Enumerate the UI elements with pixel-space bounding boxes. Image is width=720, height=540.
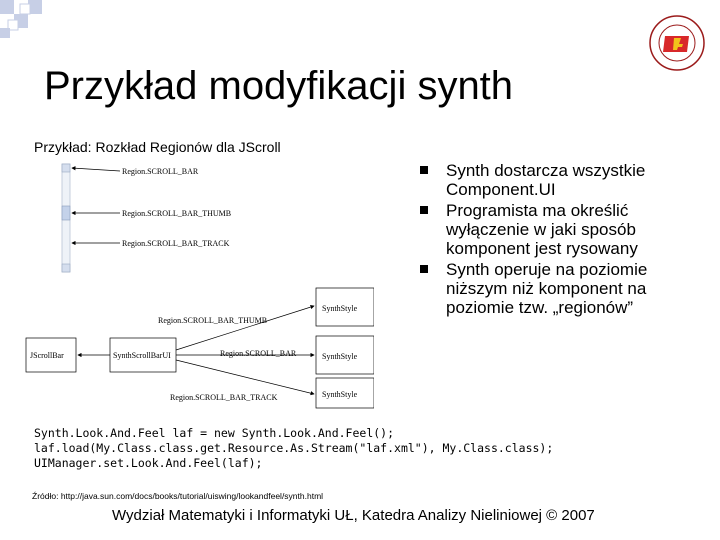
label-region-scroll-bar-thumb: Region.SCROLL_BAR_THUMB <box>122 209 232 218</box>
code-line: UIManager.set.Look.And.Feel(laf); <box>34 456 263 470</box>
bullet-square-icon <box>420 166 428 174</box>
bullet-item <box>418 201 708 258</box>
box-synthscrollbarui: SynthScrollBarUI <box>113 351 171 360</box>
corner-squares-decoration <box>0 0 60 40</box>
label-region-scroll-bar: Region.SCROLL_BAR <box>122 167 199 176</box>
footer-text: Wydział Matematyki i Informatyki UŁ, Katedra Analizy Nieliniowej © 2007 <box>112 507 595 524</box>
label-bottom-region-track: Region.SCROLL_BAR_TRACK <box>170 393 278 402</box>
bullet-square-icon <box>420 265 428 273</box>
box-synthstyle-1: SynthStyle <box>322 304 358 313</box>
scrollbar-regions-diagram <box>24 160 374 410</box>
box-jscrollbar: JScrollBar <box>30 351 64 360</box>
bullet-text: Programista ma określić wyłączenie w jaki sposób komponent jest rysowany <box>446 201 638 258</box>
box-synthstyle-3: SynthStyle <box>322 390 358 399</box>
source-citation: Źródło: http://java.sun.com/docs/books/tutorial/uiswing/lookandfeel/synth.html <box>32 491 324 501</box>
page-title: Przykład modyfikacji synth <box>44 64 514 108</box>
code-line: Synth.Look.And.Feel laf = new Synth.Look.And.Feel(); <box>34 426 395 440</box>
bullet-item <box>418 260 708 317</box>
code-line: laf.load(My.Class.class.get.Resource.As.Stream("laf.xml"), My.Class.class); <box>34 441 554 455</box>
bullet-list <box>418 161 708 319</box>
diagram-caption: Przykład: Rozkład Regionów dla JScroll <box>34 139 281 155</box>
box-synthstyle-2: SynthStyle <box>322 352 358 361</box>
university-logo <box>648 14 706 72</box>
scrollbar-illustration <box>62 164 70 272</box>
bullet-text: Synth dostarcza wszystkie Component.UI <box>446 161 646 199</box>
bullet-square-icon <box>420 206 428 214</box>
code-block <box>34 426 553 471</box>
label-region-scroll-bar-track: Region.SCROLL_BAR_TRACK <box>122 239 230 248</box>
bullet-text: Synth operuje na poziomie niższym niż komponent na poziomie tzw. „regionów” <box>446 260 648 317</box>
label-bottom-region-bar: Region.SCROLL_BAR <box>220 349 297 358</box>
label-bottom-region-thumb: Region.SCROLL_BAR_THUMB <box>158 316 268 325</box>
bullet-item <box>418 161 708 199</box>
